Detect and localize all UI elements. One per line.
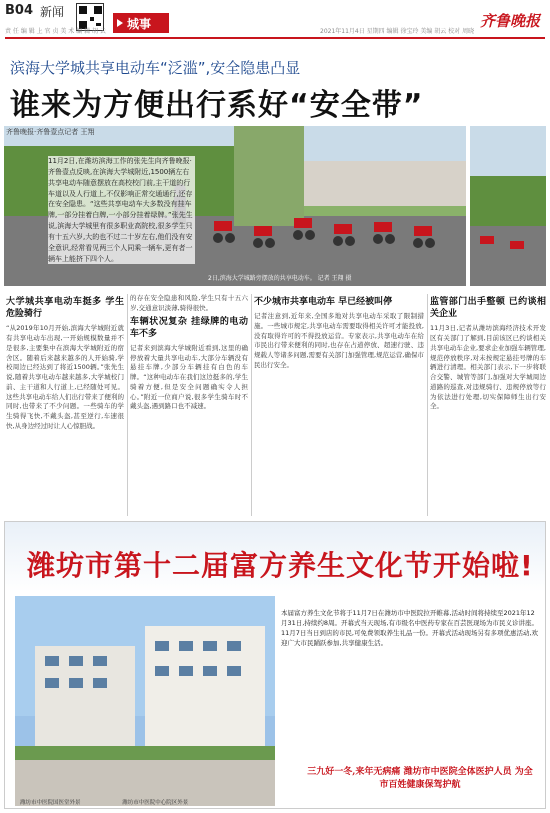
column-4 <box>430 294 546 516</box>
header-rule <box>5 37 545 39</box>
ad-photo <box>15 596 275 806</box>
photo-caption: 2日,滨海大学城路旁摆放的共享电动车。 记者 王翔 摄 <box>208 275 352 282</box>
ad-captions <box>20 798 228 806</box>
column-divider <box>251 294 252 516</box>
ad-body: 本届富方养生文化节将于11月7日在潍坊市中医院拉开帷幕,活动时间将持续至2021年12月31日,持续约8周。开幕式当天现场,有市级名中医药专家在百芸医现场为市民义诊讲座。11月7日当日到店的市民,可免费领取养生礼品一份。开幕式活动现场另有多项优惠活动,欢迎广大市民踊跃参加,共享健康生活。 <box>281 609 539 648</box>
section-name: 新闻 <box>40 5 65 19</box>
column-4-body: 11月3日,记者从潍坊滨海经济技术开发区有关部门了解到,目前该区已约谈相关共享电动车企业,要求企业加强车辆管理,规范停放秩序,对未按规定悬挂号牌的车辆进行清理。相关部门表示,下一步将联合交警、城管等部门,加强对大学城周边道路的巡查,对违规骑行、违规停放等行为依法进行处理,切实保障师生出行安全。 <box>430 324 546 411</box>
column-1-title: 大学城共享电动车挺多 学生危险骑行 <box>6 297 124 320</box>
column-3-body: 记者注意到,近年来,全国多地对共享电动车采取了限制措施。一些城市规定,共享电动车需要取得相关许可才能投放,没有取得许可的不得投放运营。专家表示,共享电动车在给市民出行带来便利的同时,也存在占道停放、超速行驶、违规载人等诸多问题,需要有关部门加强管理,规范运营,确保市民出行安全。 <box>254 312 424 369</box>
ad-caption-left: 潍坊市中医院国医堂外景 <box>20 800 81 806</box>
section-tag: 城事 <box>113 13 169 33</box>
newspaper-logo: 齐鲁晚报 <box>480 12 541 30</box>
column-4-title: 监管部门出手整顿 已约谈相关企业 <box>430 297 546 320</box>
column-divider <box>127 294 128 516</box>
ad-slogan: 三九好一冬,来年无病痛 潍坊市中医院全体医护人员 为全市百姓健康保驾护航 <box>307 767 533 791</box>
column-3 <box>254 294 424 516</box>
column-1 <box>6 294 124 516</box>
advertisement <box>4 521 546 809</box>
article-headline: 谁来为方便出行系好“安全带” <box>10 88 424 123</box>
column-2-intro: 的存在安全隐患和风险,学生只有十五六岁,交通意识淡薄,骑得很快。 <box>130 294 248 312</box>
editor-line: 责 任 编 辑 上 官 贞 美 术 编 辑 胡 云 <box>5 28 106 35</box>
page-number: B04 <box>5 3 33 18</box>
article-subhead: 滨海大学城共享电动车“泛滥”,安全隐患凸显 <box>10 59 301 77</box>
column-2-body: 记者来到滨海大学城附近看到,这里的确停放着大量共享电动车,大部分车辆没有悬挂车牌,少部分车辆挂有白色的车牌。“这种电动车在我们这边挺多的,学生骑着方便,但是安全问题确实令人担心。”附近一位商户说,很多学生骑车时不戴头盔,遇到路口也不减速。 <box>130 343 248 411</box>
column-2-title: 车辆状况复杂 挂绿牌的电动车不多 <box>130 316 248 339</box>
news-photo-right <box>470 126 546 286</box>
ad-caption-right: 潍坊市中医院中心院区外景 <box>122 800 189 806</box>
column-2 <box>130 294 248 516</box>
lead-paragraph: 11月2日,在潍坊滨海工作的张先生向齐鲁晚报·齐鲁壹点反映,在滨海大学城附近,1500辆左右共享电动车随意摆放在高校校门前,主干道的行车道以及人行道上,不仅影响正常交通通行,还存在安全隐患。“这些共享电动车大多数没有挂车牌,一部分挂着白牌,一小部分挂着绿牌。”张先生说,滨海大学城里有很多职业高院校,很多学生只有十五六岁,大的也不过二十岁左右,他们没有安全意识,经常看见两三个人同乘一辆车,更有者一辆车上能挤下四个人。 <box>48 156 195 264</box>
date-line: 2021年11月4日 星期四 编辑 徐宝玲 美编 胡云 校对 周晓 <box>320 28 475 35</box>
ad-title: 潍坊市第十二届富方养生文化节开始啦! <box>27 549 534 582</box>
column-1-body: “从2019年10月开始,滨海大学城附近就有共享电动车出现,一开始规模数量并不是很多,主要集中在滨海大学城附近的宿舍区。随着后来越来越多的人开始骑,学校周边已经达到了将近1500辆。”张先生说,随着共享电动车越来越多,大学城校门前、主干道和人行道上,已经随处可见。这些共享电动车给人们出行带来了便利的同时,也带来了不少问题。一些骑车的学生骑得飞快,不戴头盔,甚至逆行,车速很快,从身边经过时让人心惊胆战。 <box>6 324 124 430</box>
byline: 齐鲁晚报·齐鲁壹点记者 王翔 <box>6 128 95 136</box>
column-divider <box>427 294 428 516</box>
page-header <box>0 0 550 40</box>
column-3-title: 不少城市共享电动车 早已经被叫停 <box>254 297 393 307</box>
